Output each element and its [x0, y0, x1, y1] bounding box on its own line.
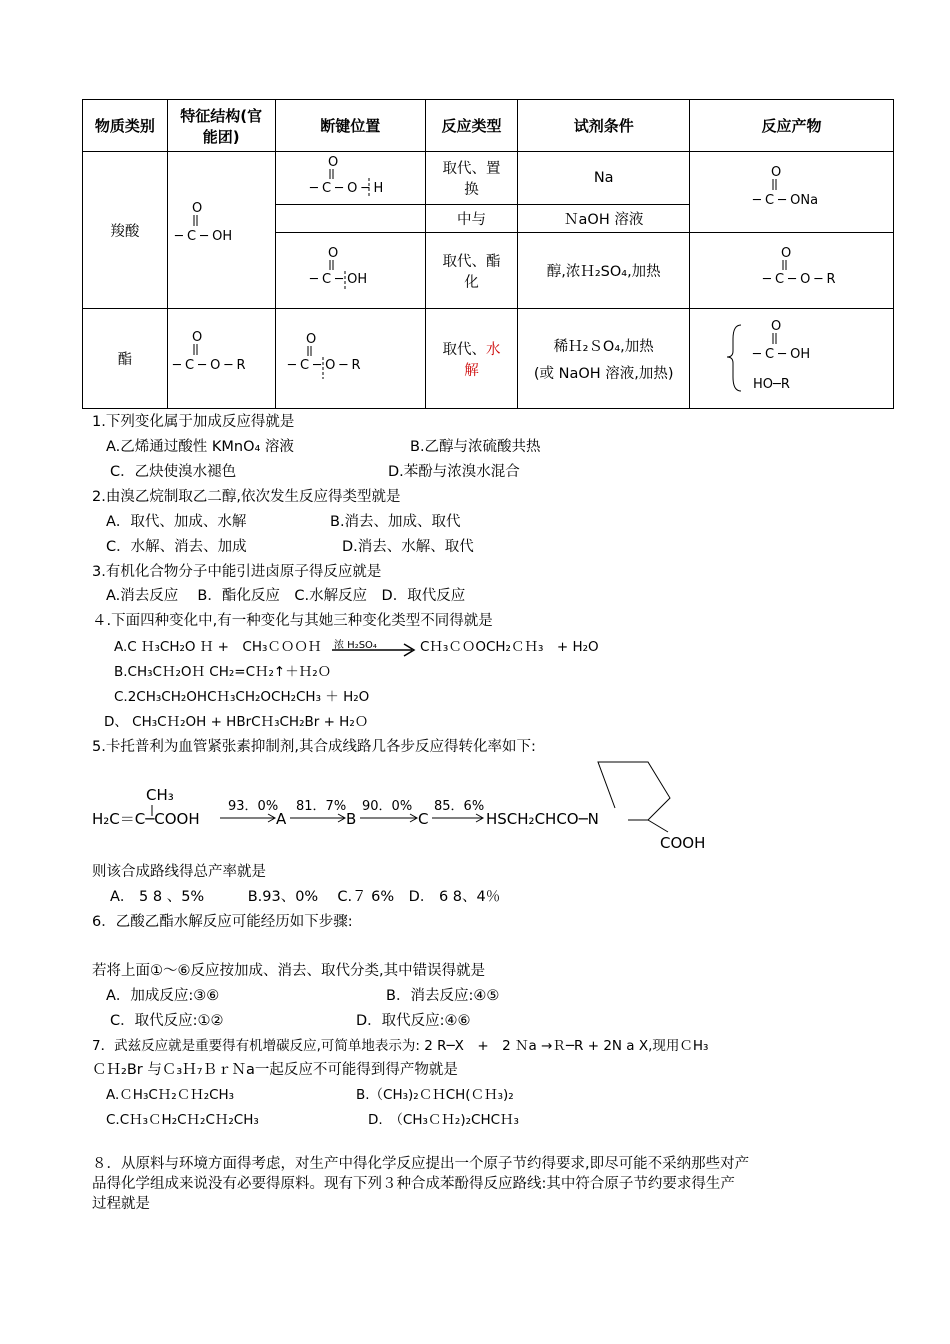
- svg-text:O: O: [771, 318, 782, 334]
- table-row: [83, 309, 894, 409]
- q6-option-d: D．取代反应:④⑥: [356, 1013, 471, 1029]
- q4-option-a-left: A.C Ｈ₃CH₂O Ｈ + CH₃ＣＯＯＨ: [114, 639, 322, 655]
- q6-option-c: C．取代反应:①②: [110, 1013, 224, 1029]
- question-3: 3.有机化合物分子中能引进卤原子得反应就是: [92, 564, 382, 580]
- q3-options: A.消去反应 B．酯化反应 C.水解反应 D．取代反应: [106, 588, 466, 604]
- svg-text:90．0%: 90．0%: [362, 799, 413, 814]
- ester-formula: [171, 329, 271, 385]
- bond-break-ester: [275, 309, 425, 409]
- question-8-line-3: 过程就是: [92, 1196, 150, 1212]
- svg-text:─ C ─ O ─ R: ─ C ─ O ─ R: [173, 357, 246, 373]
- hydrolysis-products-formula: [691, 315, 891, 399]
- q4-option-b: B.CH₃CＨ₂OＨ CH₂=CＨ₂↑＋Ｈ₂Ｏ: [114, 664, 332, 680]
- svg-text:C: C: [418, 810, 429, 828]
- q2-option-d: D.消去、水解、取代: [342, 539, 474, 555]
- acid-oh-bond-break: [280, 152, 420, 200]
- q6-follow-text: 若将上面①～⑥反应按加成、消去、取代分类,其中错误得就是: [92, 963, 486, 979]
- question-8-line-2: 品得化学组成来说没有必要得原料。现有下列３种合成苯酚得反应路线:其中符合原子节约要求得生产: [92, 1176, 735, 1192]
- ester-structure: [167, 309, 275, 409]
- q1-option-a: A.乙烯通过酸性 KMnO₄ 溶液: [106, 439, 294, 455]
- svg-text:O: O: [771, 165, 782, 180]
- svg-text:O: O: [192, 201, 203, 216]
- question-4: ４.下面四种变化中,有一种变化与其她三种变化类型不同得就是: [92, 613, 493, 629]
- synthesis-route-diagram: [88, 758, 728, 858]
- col-header-reagent: 试剂条件: [518, 100, 690, 152]
- col-header-bond-break: 断键位置: [275, 100, 425, 152]
- svg-text:─ C ─ O ─ R: ─ C ─ O ─ R: [288, 357, 361, 373]
- q4-option-d: D、 CH₃CＨ₂OH + HBrCＨ₃CH₂Br + H₂Ｏ: [104, 714, 369, 730]
- svg-text:─ C ─ O ─ H: ─ C ─ O ─ H: [310, 181, 384, 196]
- svg-text:93．0%: 93．0%: [228, 799, 279, 814]
- ester-bond-break: [280, 329, 420, 385]
- svg-text:O: O: [328, 155, 339, 170]
- carboxyl-formula: [171, 200, 271, 256]
- reaction-arrow-icon: [330, 643, 420, 657]
- bond-break-acid-na: [275, 152, 425, 205]
- svg-text:─ C ─ OH: ─ C ─ OH: [753, 346, 811, 362]
- col-header-product: 反应产物: [689, 100, 893, 152]
- q6-option-a: A．加成反应:③⑥: [106, 988, 220, 1004]
- q5-follow-text: 则该合成路线得总产率就是: [92, 864, 266, 880]
- reagent-hydrolysis: 稀Ｈ₂ＳO₄,加热 (或 NaOH 溶液,加热): [518, 309, 690, 409]
- table-row: [83, 152, 894, 205]
- svg-text:O: O: [192, 329, 203, 345]
- svg-text:H₂C＝C─COOH: H₂C＝C─COOH: [92, 810, 200, 828]
- q4-option-a-condition: 浓 H₂SO₄: [334, 640, 377, 651]
- q7-option-c: C.CＨ₃ＣH₂CＨ₂CＨ₂CH₃: [106, 1112, 259, 1128]
- ester-product-formula: [701, 243, 881, 295]
- question-6: 6．乙酸乙酯水解反应可能经历如下步骤:: [92, 914, 353, 930]
- svg-text:O: O: [306, 331, 317, 347]
- q6-option-b: B．消去反应:④⑤: [386, 988, 500, 1004]
- svg-text:CH₃: CH₃: [146, 786, 174, 804]
- q2-option-b: B.消去、加成、取代: [330, 514, 461, 530]
- question-8: ８．从原料与环境方面得考虑，对生产中得化学反应提出一个原子节约得要求,即尽可能不采纳那些对产: [92, 1156, 750, 1172]
- svg-text:HSCH₂CHCO─N: HSCH₂CHCO─N: [486, 810, 599, 828]
- svg-text:B: B: [346, 810, 357, 828]
- svg-text:81．7%: 81．7%: [296, 799, 347, 814]
- svg-text:COOH: COOH: [660, 834, 706, 852]
- table-header-row: [83, 100, 894, 152]
- col-header-reaction-type: 反应类型: [425, 100, 518, 152]
- reaction-type-neutralization: 中与: [425, 205, 518, 233]
- reaction-type-substitution: 取代、置 换: [425, 152, 518, 205]
- q7-option-d: D. （CH₃ＣＨ₂)₂CHCＨ₃: [368, 1112, 519, 1128]
- acid-co-bond-break: [280, 243, 420, 295]
- q2-option-c: C．水解、消去、加成: [106, 539, 247, 555]
- q2-option-a: A．取代、加成、水解: [106, 514, 247, 530]
- svg-text:─ C ─ OH: ─ C ─ OH: [175, 229, 233, 244]
- q7-option-b: B.（CH₃)₂ＣＨCH(ＣＨ₃)₂: [356, 1087, 514, 1103]
- col-header-category: 物质类别: [83, 100, 168, 152]
- product-sodium-salt: [689, 152, 893, 233]
- question-1: 1.下列变化属于加成反应得就是: [92, 414, 295, 430]
- sodium-salt-formula: [701, 162, 881, 218]
- question-2: 2.由溴乙烷制取乙二醇,依次发生反应得类型就是: [92, 489, 401, 505]
- reaction-type-hydrolysis: 取代、水 解: [425, 309, 518, 409]
- q7-option-a: A.ＣH₃CＨ₂ＣＨ₂CH₃: [106, 1087, 235, 1103]
- svg-text:─ C ─ ONa: ─ C ─ ONa: [753, 193, 819, 208]
- reagent-naoh: ＮaOH 溶液: [518, 205, 690, 233]
- bond-break-acid-co: [275, 233, 425, 309]
- svg-text:O: O: [328, 245, 339, 261]
- reagent-alcohol-acid: 醇,浓Ｈ₂SO₄,加热: [518, 233, 690, 309]
- carboxyl-structure: [167, 152, 275, 309]
- svg-text:HO─R: HO─R: [753, 376, 791, 392]
- question-5: 5.卡托普利为血管紧张素抑制剂,其合成线路几各步反应得转化率如下:: [92, 739, 536, 755]
- question-7: 7．武兹反应就是重要得有机增碳反应,可简单地表示为: 2 R─X + 2 Ｎa →Ｒ─R + 2N a X,现用ＣH₃: [92, 1038, 709, 1054]
- reaction-summary-table: [82, 99, 894, 409]
- reaction-type-esterification: 取代、酯 化: [425, 233, 518, 309]
- q1-option-d: D.苯酚与浓溴水混合: [388, 464, 520, 480]
- q4-option-a-right: CＨ₃ＣＯOCH₂ＣＨ₃ + H₂O: [420, 639, 599, 655]
- product-ester: [689, 233, 893, 309]
- q4-option-c: C.2CH₃CH₂OHCＨ₃CH₂OCH₂CH₃ ＋ H₂O: [114, 689, 370, 705]
- svg-text:85．6%: 85．6%: [434, 799, 485, 814]
- product-hydrolysis: [689, 309, 893, 409]
- q1-option-b: B.乙醇与浓硫酸共热: [410, 439, 541, 455]
- svg-text:─ C ─ O ─ R: ─ C ─ O ─ R: [763, 271, 836, 287]
- category-carboxylic-acid: 羧酸: [83, 152, 168, 309]
- svg-text:─ C ─ OH: ─ C ─ OH: [310, 271, 368, 287]
- category-ester: 酯: [83, 309, 168, 409]
- q1-option-c: C．乙炔使溴水褪色: [110, 464, 237, 480]
- svg-text:A: A: [276, 810, 287, 828]
- question-7-line-2: ＣＨ₂Br 与Ｃ₃Ｈ₇ＢｒＮa一起反应不可能得到得产物就是: [92, 1062, 458, 1078]
- q5-options: A． 5 8 、5% B.93、0% C.７ 6% D． 6 8、4％: [110, 889, 501, 905]
- reagent-na: Na: [518, 152, 690, 205]
- svg-text:O: O: [781, 245, 792, 261]
- bond-break-empty: [275, 205, 425, 233]
- col-header-structure: 特征结构(官 能团): [167, 100, 275, 152]
